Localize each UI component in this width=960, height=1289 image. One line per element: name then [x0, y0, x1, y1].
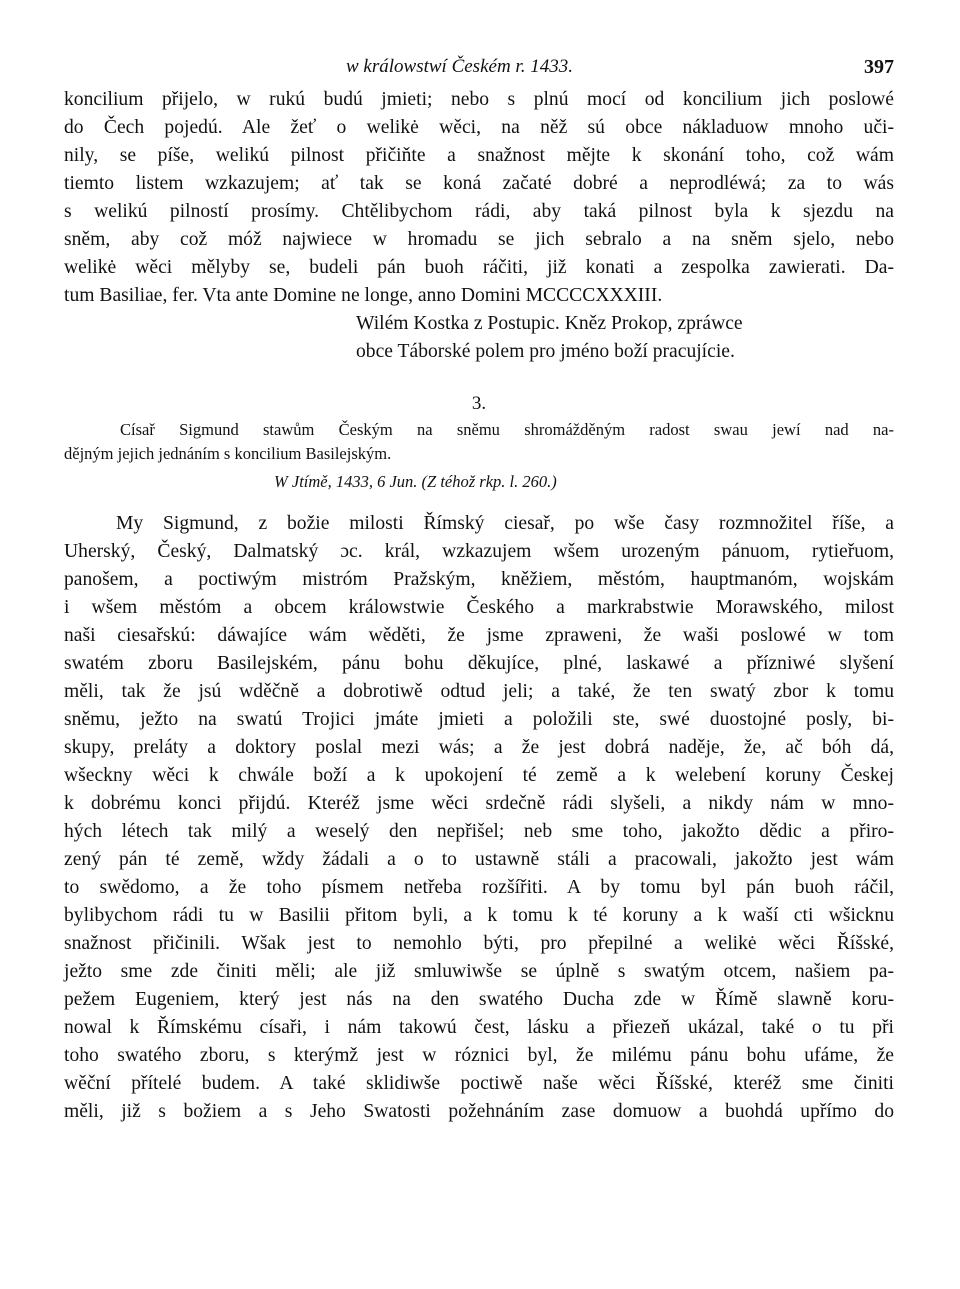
- text-line: koncilium přijelo, w rukú budú jmieti; nebo s plnú mocí od koncilium jich poslowé: [64, 89, 894, 110]
- text-line: wěční přítelé budem. A také sklidiwše poctiwě naše wěci Říšské, kteréž sme činiti: [64, 1073, 894, 1094]
- text-line: naši ciesařskú: dáwajíce wám wěděti, že jsme zpraweni, že waši poslowé w tom: [64, 625, 894, 646]
- running-title: w králowstwí Českém r. 1433.: [346, 56, 573, 77]
- text-line: tum Basiliae, fer. Vta ante Domine ne longe, anno Domini MCCCCXXXIII.: [64, 285, 663, 306]
- text-line: welikė wěci mělyby se, budeli pán buoh ráčiti, již konati a zespolka zawierati. Da-: [64, 257, 894, 278]
- text-line: tiemto listem wzkazujem; ať tak se koná začaté dobré a neprodléwá; za to wás: [64, 173, 894, 194]
- text-line: sněmu, ježto na swatú Trojici jmáte jmieti a položili ste, swé duostojné posly, bi-: [64, 709, 894, 730]
- dateline: W Jtímě, 1433, 6 Jun. (Z téhož rkp. l. 260.): [274, 472, 557, 491]
- book-page: [64, 56, 894, 1126]
- running-head: [64, 56, 894, 86]
- signature-line: Wilém Kostka z Postupic. Kněz Prokop, zpráwce: [356, 313, 743, 334]
- text-line: s welikú pilností prosímy. Chtělibychom rádi, aby taká pilnost byla k sjezdu na: [64, 201, 894, 222]
- text-line: toho swatého zboru, s kterýmž jest w róznici byl, že milému pánu bohu ufáme, že: [64, 1045, 894, 1066]
- text-line: sněm, aby což móž najwiece w hromadu se jich sebralo a na sněm sjelo, nebo: [64, 229, 894, 250]
- text-line: hých létech tak milý a weselý den nepřišel; neb sme toho, jakožto dědic a přiro-: [64, 821, 894, 842]
- spacer: [64, 496, 894, 510]
- text-line: bylibychom rádi tu w Basilii přitom byli, a k tomu k té koruny a k waší cti wšicknu: [64, 905, 894, 926]
- text-line: panošem, a poctiwým mistróm Pražským, kněžiem, městóm, hauptmanóm, wojskám: [64, 569, 894, 590]
- text-line: My Sigmund, z božie milosti Římský ciesař, po wše časy rozmnožitel říše, a: [116, 513, 894, 534]
- text-line: wšeckny wěci k chwále boží a k upokojení té země a k welebení koruny Českej: [64, 765, 894, 786]
- text-line: měli, již s božiem a s Jeho Swatosti požehnáním zase domuow a buohdá upřímo do: [64, 1101, 894, 1122]
- text-line: k dobrému konci přijdú. Kteréž jsme wěci srdečně rádi slyšeli, a nikdy nám w mno-: [64, 793, 894, 814]
- text-line: i wšem městóm a obcem králowstwie Českého a markrabstwie Morawského, milost: [64, 597, 894, 618]
- document-summary: [64, 418, 894, 466]
- page-number: 397: [864, 56, 894, 78]
- text-line: snažnost přičinili. Wšak jest to nemohlo býti, pro přepilné a welikė wěci Říšské,: [64, 933, 894, 954]
- text-line: nowal k Římskému císaři, i nám takowú čest, lásku a přiezeň ukázal, také o tu při: [64, 1017, 894, 1038]
- text-line: swatém zboru Basilejském, pánu bohu děkujíce, plné, laskawé a přízniwé slyšení: [64, 653, 894, 674]
- text-line: pežem Eugeniem, který jest nás na den swatého Ducha zde w Římě slawně koru-: [64, 989, 894, 1010]
- text-line: skupy, preláty a doktory poslal mezi wás; a že jest dobrá naděje, že, ač bóh dá,: [64, 737, 894, 758]
- letter-end: [64, 86, 894, 366]
- document-number: 3.: [471, 393, 487, 414]
- signature-line: obce Táborské polem pro jméno boží pracujície.: [356, 341, 735, 362]
- document-body: [64, 510, 894, 1126]
- text-line: to swědomo, a že toho písmem netřeba rozšířiti. A by tomu byl pán buoh ráčil,: [64, 877, 894, 898]
- text-line: ježto sme zde činiti měli; ale již smluwiwše se úplně s swatým otcem, našiem pa-: [64, 961, 894, 982]
- text-line: do Čech pojedú. Ale žeť o welikė wěci, na něž sú obce nákladuow mnoho uči-: [64, 117, 894, 138]
- summary-line: Císař Sigmund stawům Českým na sněmu shromážděným radost swau jewí nad na-: [120, 420, 894, 439]
- text-line: zený pán té země, wždy žádali a o to ustawně stáli a pracowali, jakožto jest wám: [64, 849, 894, 870]
- text-line: měli, tak že jsú wděčně a dobrotiwě odtud jeli; a také, že ten swatý zbor k tomu: [64, 681, 894, 702]
- summary-line: dějným jejich jednáním s koncilium Basilejským.: [64, 444, 392, 463]
- text-line: Uherský, Český, Dalmatský ɔc. král, wzkazujem wšem urozeným pánuom, rytieřuom,: [64, 541, 894, 562]
- text-line: nily, se píše, welikú pilnost přičiňte a snažnost mějte k skonání toho, což wám: [64, 145, 894, 166]
